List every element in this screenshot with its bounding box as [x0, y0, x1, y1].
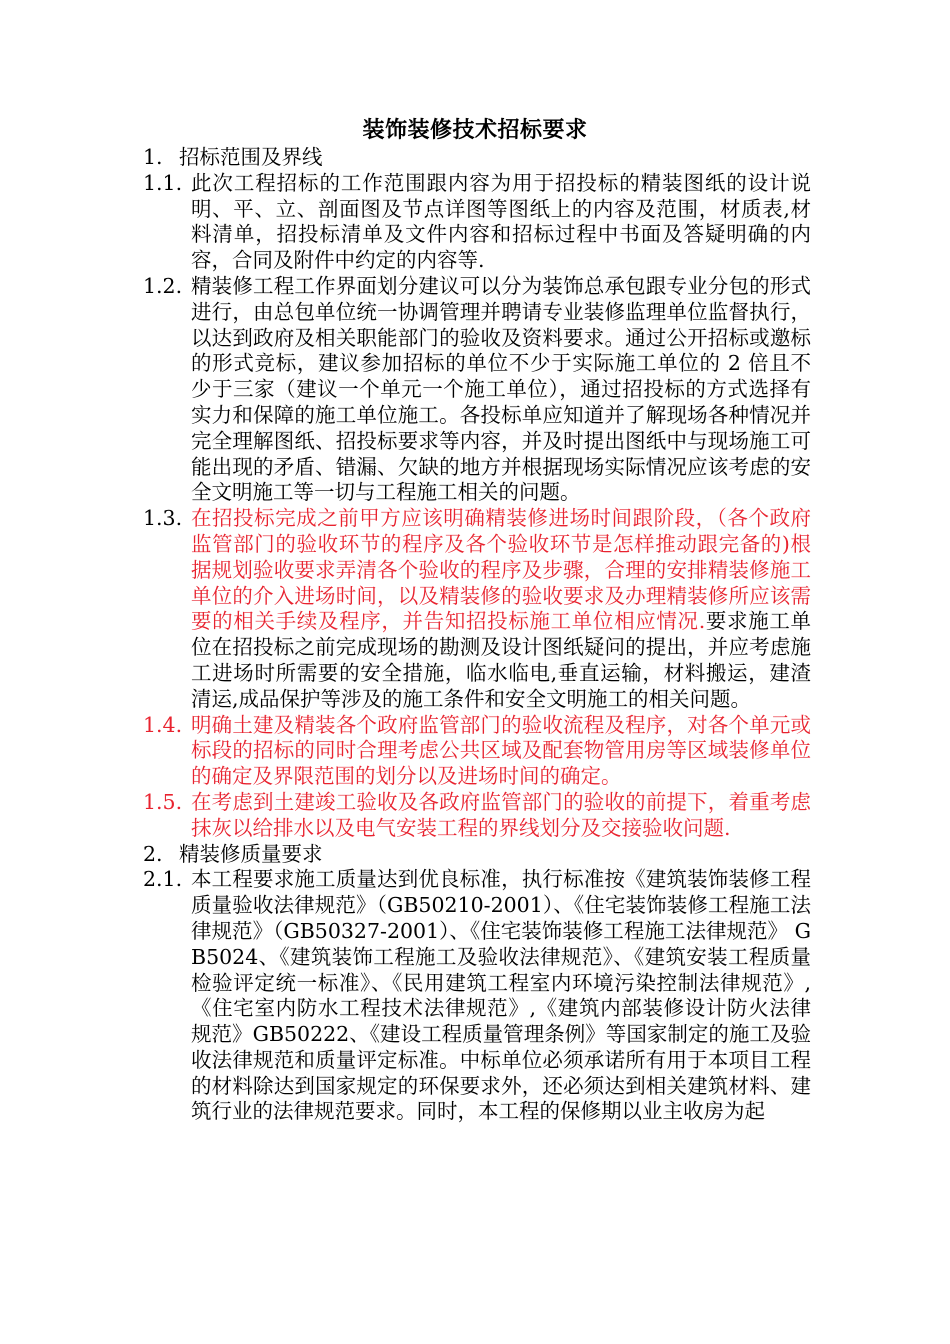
clause-number: 1.4.: [143, 712, 183, 737]
clause-normal-text: 要求施工单位在招投标之前完成现场的勘测及设计图纸疑问的提出，并应考虑施工进场时所需要的安全措施，临水临电,垂直运输，材料搬运，建渣清运,成品保护等涉及的施工条件和安全文明施工的相关问题。: [191, 609, 812, 711]
clause-highlight-text: 在考虑到土建竣工验收及各政府监管部门的验收的前提下，着重考虑抹灰以给排水以及电气安装工程的界线划分及交接验收问题.: [191, 789, 811, 840]
clause-number: 1.5.: [143, 789, 183, 814]
section-number: 2.: [143, 841, 163, 866]
clause-text: [191, 171, 811, 274]
clause-text: [191, 713, 811, 790]
clause-text: [191, 790, 811, 842]
clause-number: 1.3.: [143, 506, 183, 531]
clause-highlight-text: 明确土建及精装各个政府监管部门的验收流程及程序，对各个单元或标段的招标的同时合理考虑公共区域及配套物管用房等区域装修单位的确定及界限范围的划分以及进场时间的确定。: [191, 712, 811, 789]
clause-number: 1.1.: [143, 170, 183, 195]
section-title: 精装修质量要求: [179, 841, 323, 866]
clause-1-3: [143, 506, 811, 712]
document-body: [143, 145, 811, 1125]
clause-normal-text: 本工程要求施工质量达到优良标准，执行标准按《建筑装饰装修工程质量验收法律规范》（GB50210-2001）、《住宅装饰装修工程施工法律规范》（GB50327-2001）、《住宅装饰装修工程施工法律规范》 GB5024、《建筑装饰工程施工及验收法律规范》、《建筑安装工程质量检验评定统一标准》、《民用建筑工程室内环境污染控制法律规范》,《住宅室内防水工程技术法律规范》,《建筑内部装修设计防火法律规范》GB50222、《建设工程质量管理条例》等国家制定的施工及验收法律规范和质量评定标准。中标单位必须承诺所有用于本项目工程的材料除达到国家规定的环保要求外，还必须达到相关建筑材料、建筑行业的法律规范要求。同时，本工程的保修期以业主收房为起: [191, 867, 811, 1124]
clause-1-4: [143, 713, 811, 790]
clause-number: 2.1.: [143, 867, 183, 892]
clause-text: [191, 506, 811, 712]
clause-text: [191, 867, 811, 1125]
section-number: 1.: [143, 145, 163, 169]
document-title: 装饰装修技术招标要求: [362, 117, 588, 143]
clause-number: 1.2.: [143, 273, 183, 298]
section-title: 招标范围及界线: [179, 145, 323, 169]
clause-1-2: [143, 274, 811, 506]
clause-1-1: [143, 171, 811, 274]
clause-1-5: [143, 790, 811, 842]
clause-2-1: [143, 867, 811, 1125]
section-heading-1: [143, 145, 811, 171]
section-heading-2: [143, 842, 811, 868]
clause-normal-text: 精装修工程工作界面划分建议可以分为装饰总承包跟专业分包的形式进行，由总包单位统一协调管理并聘请专业装修监理单位监督执行，以达到政府及相关职能部门的验收及资料要求。通过公开招标或邀标的形式竞标，建议参加招标的单位不少于实际施工单位的 2 倍且不少于三家（建议一个单元一个施工单位），通过招投标的方式选择有实力和保障的施工单位施工。各投标单应知道并了解现场各种情况并完全理解图纸、招投标要求等内容，并及时提出图纸中与现场施工可能出现的矛盾、错漏、欠缺的地方并根据现场实际情况应该考虑的安全文明施工等一切与工程施工相关的问题。: [191, 273, 811, 505]
clause-highlight-text: 在招投标完成之前甲方应该明确精装修进场时间跟阶段，（各个政府监管部门的验收环节的程序及各个验收环节是怎样推动跟完备的)根据规划验收要求弄清各个验收的程序及步骤，合理的安排精装修施工单位的介入进场时间，以及精装修的验收要求及办理精装修所应该需要的相关手续及程序，并告知招投标施工单位相应情况.: [191, 506, 811, 634]
clause-text: [191, 274, 811, 506]
clause-normal-text: 此次工程招标的工作范围跟内容为用于招投标的精装图纸的设计说明、平、立、剖面图及节点详图等图纸上的内容及范围，材质表,材料清单，招投标清单及文件内容和招标过程中书面及答疑明确的内容，合同及附件中约定的内容等.: [191, 170, 811, 273]
